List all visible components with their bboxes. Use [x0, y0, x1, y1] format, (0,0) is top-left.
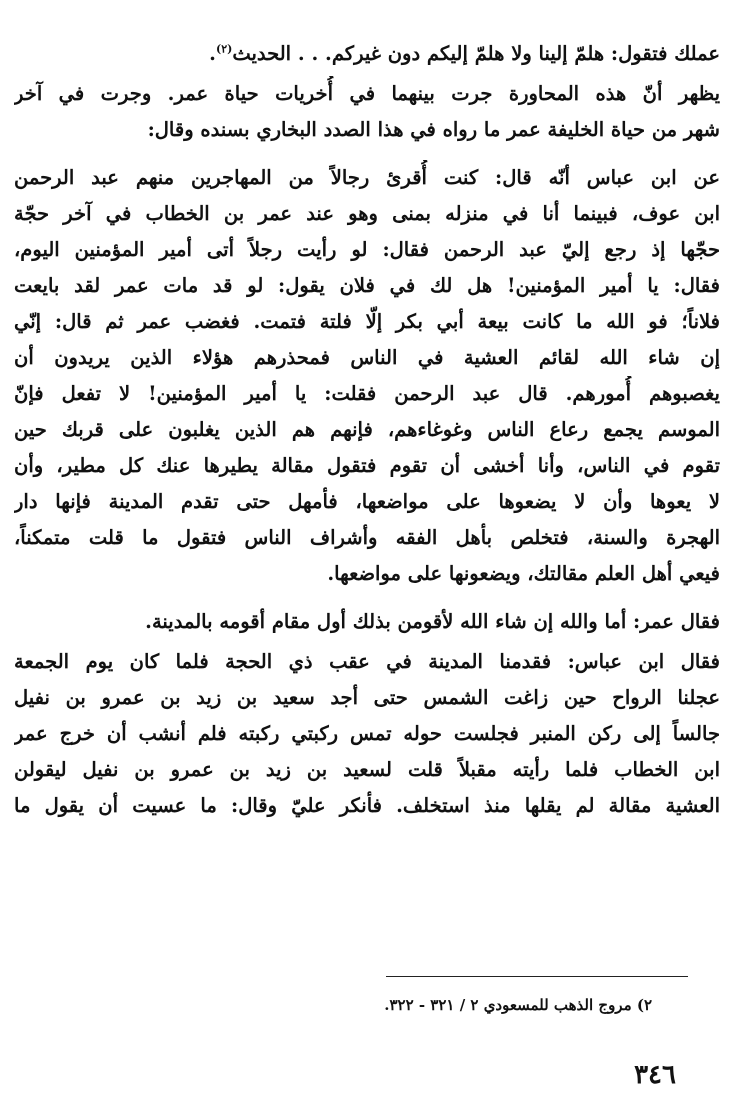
text-line: تقوم في الناس، وأنا أخشى أن تقوم فتقول مقالة يطيرها عنك كل مطير، وأن: [14, 454, 720, 477]
paragraph-5: [14, 644, 720, 824]
text-line: فلاناً؛ فو الله ما كانت بيعة أبي بكر إلّا فلتة فتمت. فغضب عمر ثم قال: إنّي: [14, 310, 720, 333]
text-line: ابن عوف، فبينما أنا في منزله بمنى وهو عند عمر بن الخطاب في آخر حجّة: [14, 202, 720, 225]
paragraph-4: [14, 604, 720, 640]
text-line: العشية مقالة لم يقلها منذ استخلف. فأنكر عليّ وقال: ما عسيت أن يقول ما: [14, 794, 720, 817]
text-line: فقال ابن عباس: فقدمنا المدينة في عقب ذي الحجة فلما كان يوم الجمعة: [14, 650, 720, 673]
page-body: [14, 36, 720, 836]
text-line: إن شاء الله لقائم العشية في الناس فمحذرهم هؤلاء الذين يريدون أن: [14, 346, 720, 369]
text-line: فيعي أهل العلم مقالتك، ويضعونها على مواضعها.: [327, 562, 720, 585]
text-line: حجّها إذ رجع إليّ عبد الرحمن فقال: لو رأيت رجلاً أتى أمير المؤمنين اليوم،: [14, 238, 720, 261]
text-line: شهر من حياة الخليفة عمر ما رواه في هذا الصدد البخاري بسنده وقال:: [147, 118, 720, 141]
text-line: لا يعوها وأن لا يضعوها على مواضعها، فأمهل حتى تقدم المدينة فإنها دار: [14, 490, 720, 513]
paragraph-3: [14, 160, 720, 592]
paragraph-1: [14, 36, 720, 72]
paragraph-2: [14, 76, 720, 148]
text-line: جالساً إلى ركن المنبر فجلست حوله تمس ركبتي ركبته فلم أنشب أن خرج عمر: [14, 722, 720, 745]
text-line: فقال عمر: أما والله إن شاء الله لأقومن بذلك أول مقام أقومه بالمدينة.: [145, 610, 720, 633]
page-number: ٣٤٦: [634, 1060, 676, 1090]
text-line: الهجرة والسنة، فتخلص بأهل الفقه وأشراف الناس فتقول ما قلت متمكناً،: [14, 526, 720, 549]
text-line: عن ابن عباس أنّه قال: كنت أُقرئ رجالاً من المهاجرين منهم عبد الرحمن: [14, 166, 720, 189]
text-line: الموسم يجمع رعاع الناس وغوغاءهم، فإنهم هم الذين يغلبون على قربك حين: [14, 418, 720, 441]
text-line-content: عملك فتقول: هلمّ إلينا ولا هلمّ إليكم دون غيركم. . . الحديث: [232, 42, 720, 65]
text-line: يظهر أنّ هذه المحاورة جرت بينهما في أُخريات حياة عمر. وجرت في آخر: [14, 82, 720, 105]
footnote-reference[interactable]: (٢): [215, 42, 233, 56]
text-line: عجلنا الرواح حين زاغت الشمس حتى أجد سعيد بن زيد بن عمرو بن نفيل: [14, 686, 720, 709]
text-line: فقال: يا أمير المؤمنين! هل لك في فلان يقول: لو قد مات عمر لقد بايعت: [14, 274, 720, 297]
text-line: يغصبوهم أُمورهم. قال عبد الرحمن فقلت: يا أمير المؤمنين! لا تفعل فإنّ: [14, 382, 720, 405]
text-line: [14, 36, 720, 72]
footnote-text: ٢) مروج الذهب للمسعودي ٢ / ٣٢١ - ٣٢٢.: [384, 996, 652, 1014]
text-line: ابن الخطاب فلما رأيته مقبلاً قلت لسعيد بن زيد بن عمرو بن نفيل ليقولن: [14, 758, 720, 781]
footnote-divider: [386, 976, 688, 977]
sentence-end: .: [209, 42, 216, 65]
